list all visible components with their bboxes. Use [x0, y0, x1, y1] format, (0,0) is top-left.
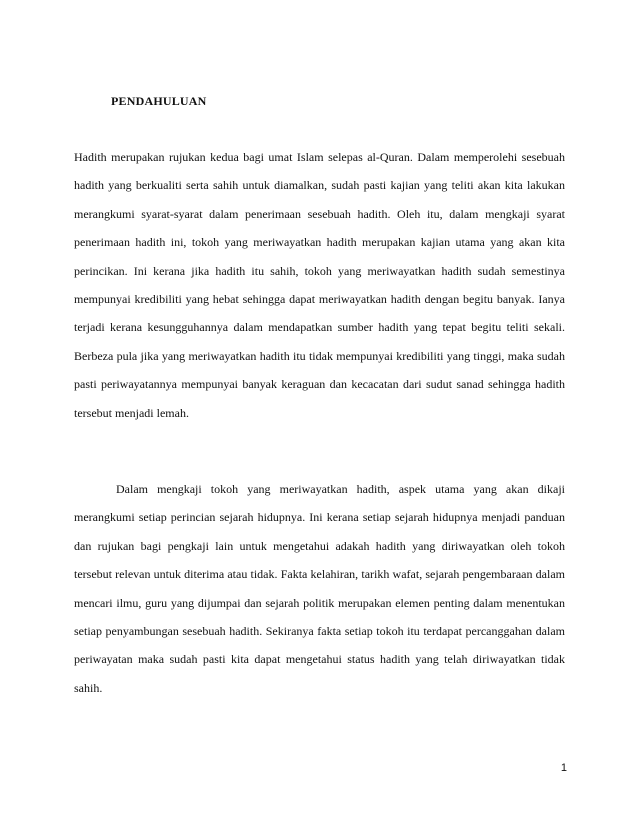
section-heading: PENDAHULUAN: [111, 94, 207, 108]
page-number: 1: [560, 762, 567, 774]
paragraph-2: Dalam mengkaji tokoh yang meriwayatkan hadith, aspek utama yang akan dikaji merangkumi setiap perincian sejarah hidupnya. Ini kerana setiap sejarah hidupnya menjadi panduan dan rujukan bagi pengkaji lain untuk mengetahui adakah hadith yang diriwayatkan oleh tokoh tersebut relevan untuk diterima atau tidak. Fakta kelahiran, tarikh wafat, sejarah pengembaraan dalam mencari ilmu, guru yang dijumpai dan sejarah politik merupakan elemen penting dalam menentukan setiap penyambungan sesebuah hadith. Sekiranya fakta setiap tokoh itu terdapat percanggahan dalam periwayatan maka sudah pasti kita dapat mengetahui status hadith yang telah diriwayatkan tidak sahih.: [74, 482, 565, 695]
paragraph-1: Hadith merupakan rujukan kedua bagi umat Islam selepas al-Quran. Dalam memperolehi sesebuah hadith yang berkualiti serta sahih untuk diamalkan, sudah pasti kajian yang teliti akan kita lakukan merangkumi syarat-syarat dalam penerimaan sesebuah hadith. Oleh itu, dalam mengkaji syarat penerimaan hadith ini, tokoh yang meriwayatkan hadith merupakan kajian utama yang akan kita perincikan. Ini kerana jika hadith itu sahih, tokoh yang meriwayatkan hadith sudah semestinya mempunyai kredibiliti yang hebat sehingga dapat meriwayatkan hadith dengan begitu banyak. Ianya terjadi kerana kesungguhannya dalam mendapatkan sumber hadith yang tepat begitu teliti sekali. Berbeza pula jika yang meriwayatkan hadith itu tidak mempunyai kredibiliti yang tinggi, maka sudah pasti periwayatannya mempunyai banyak keraguan dan kecacatan dari sudut sanad sehingga hadith tersebut menjadi lemah.: [74, 150, 565, 420]
